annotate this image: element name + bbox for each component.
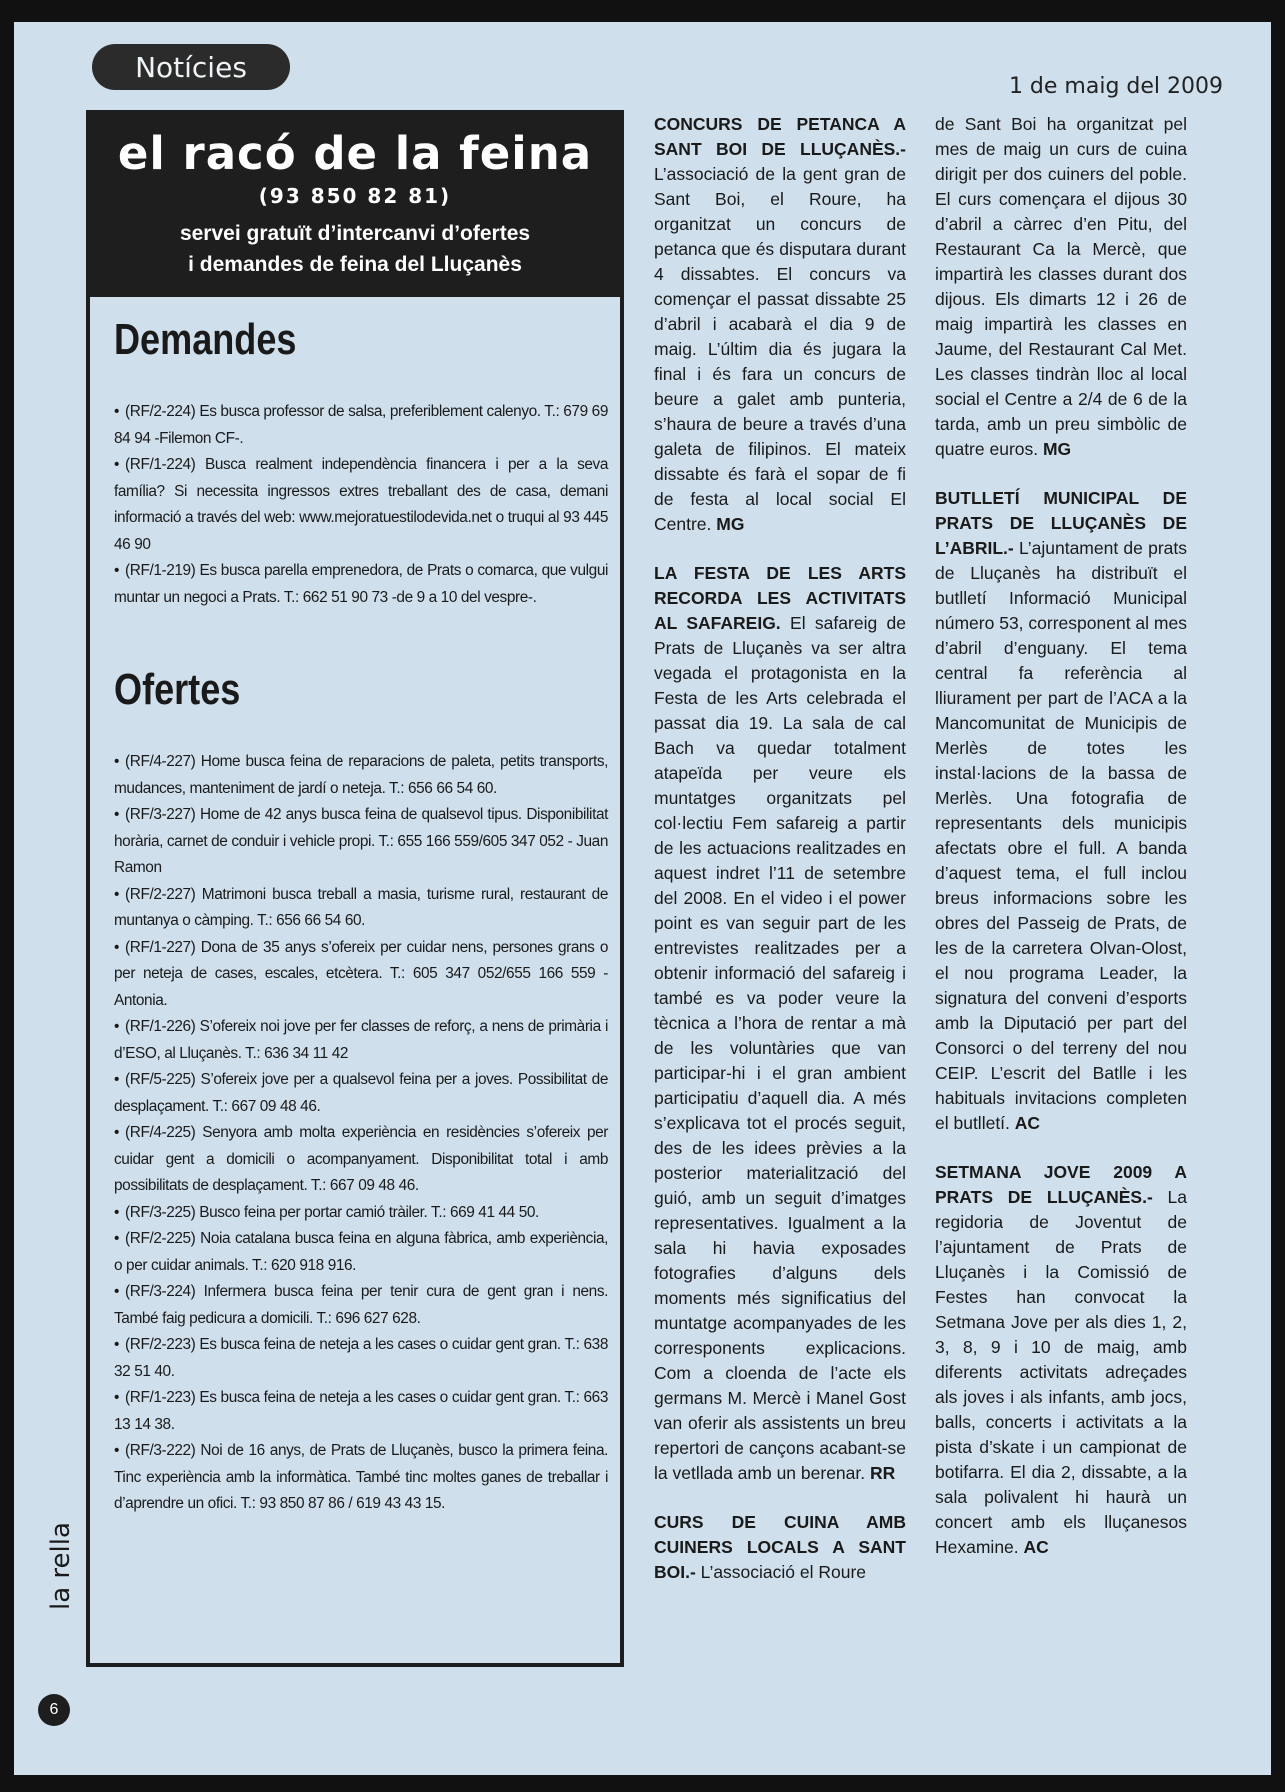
listing-text: (RF/3-224) Infermera busca feina per tenir cura de gent gran i nens. També faig pedicura a domicili. T.: 696 627 628. [114, 1283, 608, 1327]
listing-item [114, 1332, 608, 1385]
listing-text: (RF/3-222) Noi de 16 anys, de Prats de Lluçanès, busco la primera feina. Tinc experiència amb la informàtica. També tinc moltes ganes de treballar i d’aprendre un ofici. T.: 93 850 87 86 / 619 43 43 15. [114, 1442, 608, 1512]
article-body: La regidoria de Joventut de l’ajuntament de Prats de Lluçanès i la Comissió de Festes han convocat la Setmana Jove per als dies 1, 2, 3, 8, 9 i 10 de maig, amb diferents activitats adreçades als joves i als infants, amb jocs, balls, concerts i activitats a la pista d’skate i un campionat de botifarra. El dia 2, dissabte, a la sala polivalent hi haurà un concert amb els lluçanesos Hexamine. [935, 1187, 1188, 1557]
bullet-icon: • [114, 1018, 119, 1035]
section-label: Notícies [92, 44, 290, 90]
article-body: L’associació el Roure [695, 1562, 867, 1582]
bullet-icon: • [114, 403, 119, 420]
article-signature: MG [716, 514, 745, 534]
listing-text: (RF/1-226) S’ofereix noi jove per fer classes de reforç, a nens de primària i d’ESO, al Lluçanès. T.: 636 34 11 42 [114, 1018, 608, 1062]
bullet-icon: • [114, 806, 119, 823]
listing-item [114, 882, 608, 935]
article-headline: CURS DE CUINA AMB CUINERS LOCALS A SANT BOI.- [654, 1512, 906, 1582]
listing-item [114, 1226, 608, 1279]
news-article [935, 486, 1187, 1136]
listing-text: (RF/3-225) Busco feina per portar camió tràiler. T.: 669 41 44 50. [125, 1203, 539, 1221]
listing-text: (RF/3-227) Home de 42 anys busca feina de qualsevol tipus. Disponibilitat horària, carnet de conduir i vehicle propi. T.: 655 166 559/605 347 052 - Juan Ramon [114, 806, 608, 876]
ofertes-heading: Ofertes [114, 665, 241, 714]
job-board-header [90, 114, 620, 297]
article-body: de Sant Boi ha organitzat pel mes de maig un curs de cuina dirigit per dos cuiners del poble. El curs començara el dijous 30 d’abril a càrrec d’en Pitu, del Restaurant Ca la Mercè, que impartirà les classes durant dos dijous. Els dimarts 12 i 26 de maig impartirà les classes en Jaume, del Restaurant Cal Met. Les classes tindràn lloc al local social el Centre a 2/4 de 6 de la tarda, amb un preu simbòlic de quatre euros. [935, 114, 1187, 459]
article-body: L’associació de la gent gran de Sant Boi, el Roure, ha organitzat un concurs de petanca que és disputara durant 4 dissabtes. El concurs va començar el passat dissabte 25 d’abril i acabarà el dia 9 de maig. L’últim dia és jugara la final i és fara un concurs de beure a galet amb punteria, s’haura de beure a través d’una galeta de filipinos. El mateix dissabte és farà el sopar de fi de festa al local social El Centre. [654, 164, 906, 534]
article-headline: LA FESTA DE LES ARTS RECORDA LES ACTIVITATS AL SAFAREIG. [654, 563, 906, 633]
bullet-icon: • [114, 1230, 119, 1247]
listing-item [114, 749, 608, 802]
listing-item [114, 1200, 608, 1227]
article-body: L’ajuntament de prats de Lluçanès ha distribuït el butlletí Informació Municipal número 53, corresponent al mes d’abril d’enguany. El tema central fa referència al lliurament per part de l’ACA a la Mancomunitat de Municipis de Merlès de totes les instal·lacions de la bassa de Merlès. Una fotografia de representants dels municipis afectats obre el full. A banda d’aquest tema, el full inclou breus informacions sobre les obres del Passeig de Prats, de les de la carretera Olvan-Olost, el nou programa Leader, la signatura del conveni d’esports amb la Diputació per part del Consorci o del terreny del nou CEIP. L’escrit del Batlle i les habituals invitacions completen el butlletí. [935, 538, 1187, 1133]
bullet-icon: • [114, 1203, 119, 1221]
listing-text: (RF/2-223) Es busca feina de neteja a les cases o cuidar gent gran. T.: 638 32 51 40. [114, 1336, 608, 1380]
bullet-icon: • [114, 1336, 119, 1353]
bullet-icon: • [114, 562, 119, 579]
demandes-heading: Demandes [114, 315, 297, 364]
article-body: El safareig de Prats de Lluçanès va ser altra vegada el protagonista en la Festa de les Arts celebrada el passat dia 19. La sala de cal Bach va quedar totalment atapeïda per veure els muntatges organitzats pel col·lectiu Fem safareig a partir de les actuacions realitzades en aquest indret l’11 de setembre del 2008. En el video i el power point es van seguir part de les entrevistes realitzades per a obtenir informació del safareig i també es va poder veure la tècnica a l’hora de rentar a mà de les voluntàries que van participar-hi i el gran ambient participatiu d’aquell dia. A més s’explicava tot el procés seguit, des de les idees prèvies a la posterior materialització del guió, amb un seguit d’imatges representatives. Igualment a la sala hi havia exposades fotografies d’alguns dels moments més significatius del muntatge acompanyades de les corresponents explicacions. Com a cloenda de l’acte els germans M. Mercè i Manel Gost van oferir als assistents un breu repertori de cançons acabant-se la vetllada amb un berenar. [654, 613, 906, 1483]
publication-name: la rella [46, 1522, 76, 1610]
listing-item [114, 1067, 608, 1120]
bullet-icon: • [114, 1389, 119, 1406]
listing-item [114, 935, 608, 1015]
article-headline: SETMANA JOVE 2009 A PRATS DE LLUÇANÈS.- [935, 1162, 1187, 1207]
job-board-title: el racó de la feina [117, 127, 593, 180]
page-number: 6 [38, 1694, 70, 1726]
listing-text: (RF/1-223) Es busca feina de neteja a les cases o cuidar gent gran. T.: 663 13 14 38. [114, 1389, 608, 1433]
listing-text: (RF/4-225) Senyora amb molta experiència en residències s’ofereix per cuidar gent a domicili o acompanyament. Disponibilitat total i amb possibilitats de desplaçament. T.: 667 09 48 46. [114, 1124, 608, 1194]
listing-text: (RF/2-225) Noia catalana busca feina en alguna fàbrica, amb experiència, o per cuidar animals. T.: 620 918 916. [114, 1230, 608, 1274]
bullet-icon: • [114, 938, 119, 956]
news-article [935, 1160, 1187, 1560]
job-board-body [90, 315, 620, 1518]
article-signature: AC [1014, 1113, 1041, 1133]
article-signature: AC [1023, 1537, 1049, 1557]
news-article [654, 112, 906, 537]
listing-text: (RF/1-227) Dona de 35 anys s’ofereix per cuidar nens, persones grans o per neteja de cases, escales, etcètera. T.: 605 347 052/655 166 559 - Antonia. [114, 938, 608, 1009]
bullet-icon: • [114, 753, 119, 770]
job-board-box [86, 110, 624, 1667]
news-article [654, 561, 906, 1486]
news-article [654, 1510, 906, 1585]
listing-item [114, 558, 608, 611]
listing-item [114, 1385, 608, 1438]
bullet-icon: • [114, 1442, 119, 1459]
demandes-list [114, 399, 608, 611]
article-headline: BUTLLETÍ MUNICIPAL DE PRATS DE LLUÇANÈS DE L’ABRIL.- [935, 488, 1187, 558]
listing-text: (RF/4-227) Home busca feina de reparacions de paleta, petits transports, mudances, manteniment de jardí o neteja. T.: 656 66 54 60. [114, 753, 608, 797]
listing-item [114, 802, 608, 882]
listing-text: (RF/5-225) S’ofereix jove per a qualsevol feina per a joves. Possibilitat de desplaçament. T.: 667 09 48 46. [114, 1071, 608, 1115]
bullet-icon: • [114, 456, 119, 473]
listing-text: (RF/1-219) Es busca parella emprenedora, de Prats o comarca, que vulgui muntar un negoci a Prats. T.: 662 51 90 73 -de 9 a 10 del vespre-. [114, 562, 608, 606]
article-signature: RR [869, 1463, 896, 1483]
ofertes-list [114, 749, 608, 1518]
bullet-icon: • [114, 885, 119, 903]
listing-text: (RF/1-224) Busca realment independència financera i per a la seva família? Si necessita ingressos extres treballant des de casa, demani informació a través del web: www.mejoratuestilodevida.net o truqui al 93 445 46 90 [114, 456, 608, 553]
news-article [935, 112, 1187, 462]
article-headline: CONCURS DE PETANCA A SANT BOI DE LLUÇANÈS.- [654, 114, 906, 159]
bullet-icon: • [114, 1071, 119, 1088]
article-column-1 [654, 112, 906, 1609]
job-board-phone: (93 850 82 81) [258, 184, 452, 208]
listing-text: (RF/2-227) Matrimoni busca treball a masia, turisme rural, restaurant de muntanya o càmping. T.: 656 66 54 60. [114, 885, 608, 929]
listing-item [114, 452, 608, 558]
listing-item [114, 399, 608, 452]
job-board-subtitle: servei gratuït d’intercanvi d’ofertes i demandes de feina del Lluçanès [179, 222, 531, 276]
listing-item [114, 1279, 608, 1332]
listing-item [114, 1014, 608, 1067]
issue-date: 1 de maig del 2009 [1008, 74, 1223, 99]
listing-text: (RF/2-224) Es busca professor de salsa, preferiblement calenyo. T.: 679 69 84 94 -Filemon CF-. [114, 403, 608, 447]
listing-item [114, 1120, 608, 1200]
article-column-2 [935, 112, 1187, 1584]
bullet-icon: • [114, 1124, 119, 1141]
article-signature: MG [1042, 439, 1072, 459]
listing-item [114, 1438, 608, 1518]
bullet-icon: • [114, 1283, 119, 1300]
